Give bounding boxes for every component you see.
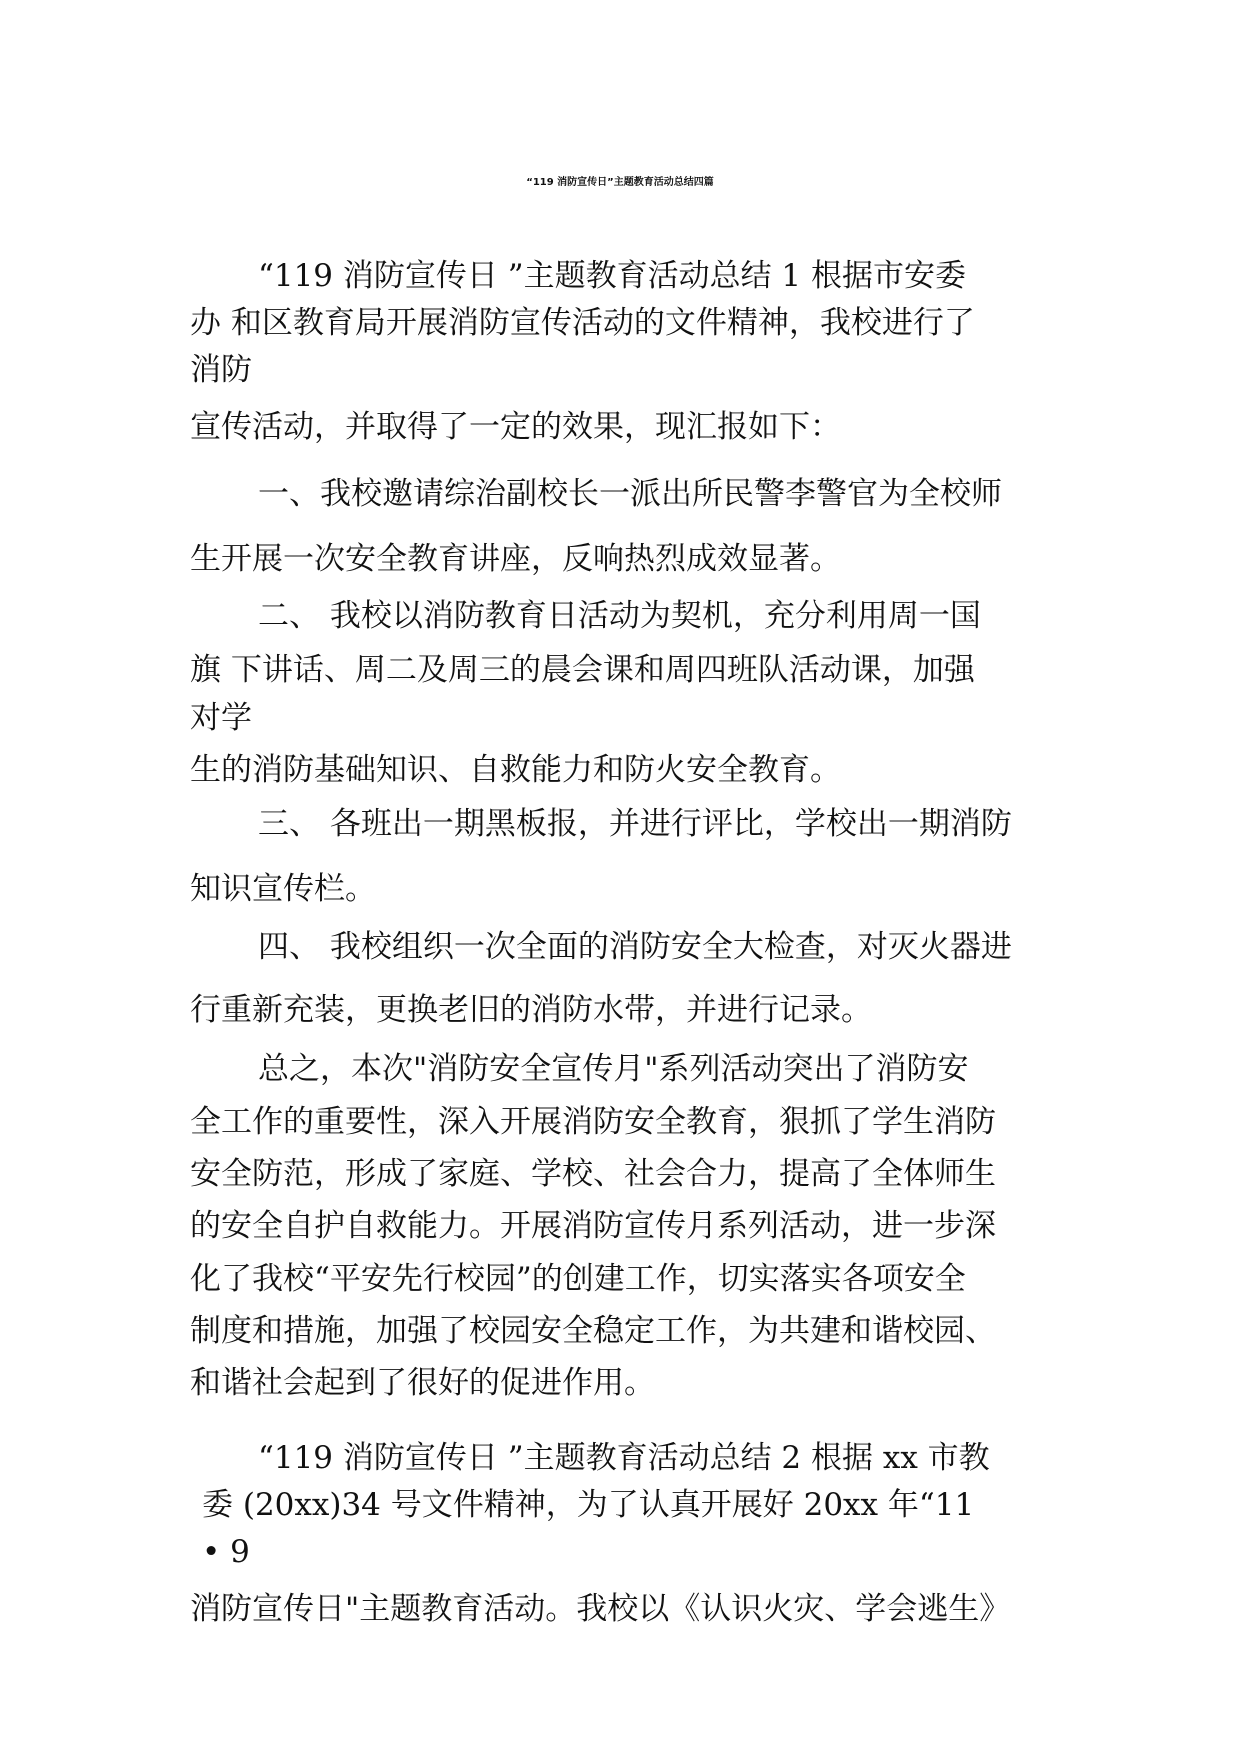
text-line: 的安全自护自救能力。开展消防宣传月系列活动，进一步深 [190,1208,996,1244]
text-line: 消防 [190,352,252,388]
text-line: 化了我校“平安先行校园”的创建工作，切实落实各项安全 [190,1261,966,1297]
text-line: 行重新充装，更换老旧的消防水带，并进行记录。 [190,992,872,1028]
text-line: 委 (20xx)34 号文件精神，为了认真开展好 20xx 年“11 [202,1487,975,1523]
text-line: 一、我校邀请综治副校长一派出所民警李警官为全校师 [258,476,1002,512]
text-line: “119 消防宣传日 ”主题教育活动总结 2 根据 xx 市教 [258,1440,990,1476]
text-line: 生开展一次安全教育讲座，反响热烈成效显著。 [190,541,841,577]
text-line: “119 消防宣传日 ”主题教育活动总结 1 根据市安委 [258,258,967,294]
text-line: 安全防范，形成了家庭、学校、社会合力，提高了全体师生 [190,1156,996,1192]
text-line: 生的消防基础知识、自救能力和防火安全教育。 [190,752,841,788]
text-line: 和谐社会起到了很好的促进作用。 [190,1365,655,1401]
text-line: 旗 下讲话、周二及周三的晨会课和周四班队活动课，加强 [190,652,975,688]
text-line: 四、 我校组织一次全面的消防安全大检查，对灭火器进 [258,929,1012,965]
text-line: 消防宣传日"主题教育活动。我校以《认识火灾、学会逃生》 [190,1591,1011,1627]
text-line: 办 和区教育局开展消防宣传活动的文件精神，我校进行了 [190,305,975,341]
text-line: 制度和措施，加强了校园安全稳定工作，为共建和谐校园、 [190,1313,996,1349]
text-line: 对学 [190,700,252,736]
text-line: 二、 我校以消防教育日活动为契机，充分利用周一国 [258,598,981,634]
text-line: 三、 各班出一期黑板报，并进行评比，学校出一期消防 [258,806,1012,842]
text-line: 总之，本次"消防安全宣传月"系列活动突出了消防安 [258,1051,969,1087]
text-line: 全工作的重要性，深入开展消防安全教育，狠抓了学生消防 [190,1104,996,1140]
text-line: 宣传活动，并取得了一定的效果，现汇报如下： [190,409,841,445]
text-line: • 9 [202,1534,250,1570]
document-title: “119 消防宣传日”主题教育活动总结四篇 [526,177,714,188]
text-line: 知识宣传栏。 [190,871,376,907]
